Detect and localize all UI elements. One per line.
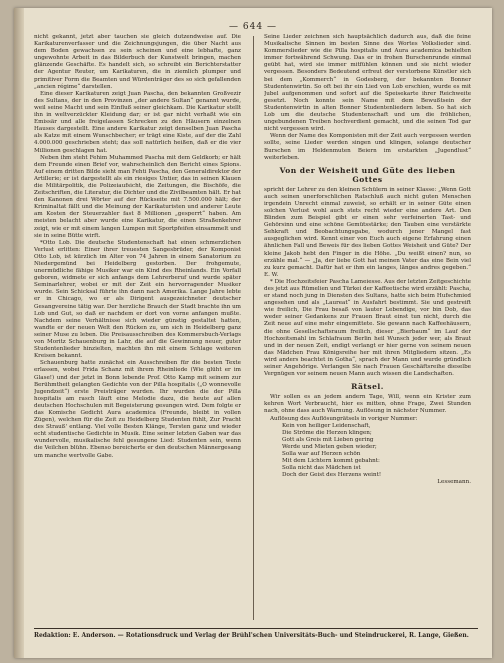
article-paragraph: Schauenburg hatte zunächst ein Ausschreiben für die besten Texte erlassen, wobei Frida Schanz mit ihrem Rheinliede (Wie glüht er im Glase!) und der jetzt in Bonn lebende Prof. Otto Kamp mit seinem zur Berühmtheit gelangten Gedichte von der Pilla hospitalis („O wonnevolle Jugendzeit“) erste Preisträger wurden. Ihr wurden die der Pilla hospitalis am rasch läuft eine Melodie dazu, die heute auf allen deutschen Hochschulen mit Begeisterung gesungen wird. Dem folgte er das Komische Gedicht Aura academica (Freunde, bleibt in vollen Zügen), welchen für die Zeit zu Heidelberg Studenten fühlt, Zur Pracht des Strauß' entlang. Viel volle Besten Klänge, Tersten ganz und wieder echt studentische Gedichte in Musik. Eine seiner letzten Gaben war das wundervolle, musikalische fehl gesungene Lied: Studenten sein, wenn die Veilchen blühn. Ebenso bereicherte er den deutschen Männergesang um manche wertvolle Gabe. bbox=[34, 360, 241, 459]
poem-line: Kein von heiliger Leidenschaft, bbox=[282, 422, 371, 429]
page-binding-edge bbox=[14, 8, 24, 658]
poem-line: Gott als Greis mit Lieben gering bbox=[282, 436, 374, 443]
poem-line: Werde und Mieten geben wieder; bbox=[282, 443, 377, 450]
article-paragraph: nicht gekannt, jetzt aber tauchen sie gleich dutzendweise auf. Die Karikaturenverfasser und die Zeichnungsjungen, die über Nacht aus dem Boden gewachsen zu sein scheinen und eine lebhafte, ganz ungewohnte Arbeit in das Bilderbuch der Kunstwelt bringen, machen glänzende Geschäfte. Es handelt sich, so schreibt ein Berichterstatter der Agentur Reuter, um Karikaturen, die in ziemlich plumper und primitiver Form die Beamten und Würdenträger des so sich gefallenden „ancien régime“ darstellen. bbox=[34, 34, 241, 90]
right-column bbox=[264, 34, 471, 624]
poem-line: Die Ströme die Herzen klingen; bbox=[282, 429, 372, 436]
poem-line: Solla nicht das Mädchen ist bbox=[282, 465, 361, 472]
poem-line: Mit dem Lichtern kommt gebahnt: bbox=[282, 458, 380, 465]
footer-rule bbox=[34, 628, 478, 629]
newspaper-page bbox=[14, 8, 492, 658]
imprint-footer: Redaktion: E. Anderson. — Rotationsdruck und Verlag der Brühl'schen Universitäts-Buch- und Steindruckerei, R. Lange, Gießen. bbox=[34, 632, 469, 639]
section-heading: Von der Weisheit und Güte des lieben Gottes bbox=[279, 165, 456, 184]
riddle-solution-heading: Auflösung des Auflösungrätsels in voriger Nummer: bbox=[270, 415, 418, 422]
riddle-text: Wir sollen es an jedem andern Tage, Will, wenn ein Krister zum kehren Wort Verbraucht, hier es mitten, ohne Frage, Zwei Stunden nach, ohne dass auch Warnung. Auflösung in nächster Nummer. bbox=[264, 394, 471, 415]
author-signature: Lessemann. bbox=[437, 479, 471, 486]
article-paragraph: Seine Lieder zeichnen sich hauptsächlich dadurch aus, daß die feine Musikalische Sinnen im besten Sinne des Wortes Volkslieder sind. Kommerslieder wie die Pilla hospitalis und Aura academica behielten immer fortwährend Schwung. Das er in frohen Burschenrunde einmal geübt hat, wird sie immer mitfühlen können und sie nicht wieder vergessen. Besonders Bedeutend erfreut der verstorbene Künstler sich bei dem „Kommerch“ in Godesberg, der bekannten Bonner Studentenwirtin. So oft bei ihr ein Lied von Lob erschien, wurde es mit Jubel aufgenommen und sofort auf die Speisekarte ihrer Reichweite gesetzt. Noch konnte sein Name mit dem Bewußtsein der Studentenwirtin in alten Bonner Studentenliedern leben. So hat sich Lob um die deutsche Studentenschaft und um die fröhlichen, ungebundenen Treiben hochverdient gemacht, und die seinen Tod gar nicht vergessen wird. bbox=[264, 34, 471, 133]
column-divider bbox=[253, 36, 254, 620]
article-paragraph: Eine dieser Karikaturen zeigt Juan Pascha, den bekannten Großvezir des Sultans, der in den Provinzen „der andere Sultan“ genannt wurde, weil seine Macht und sein Einfluß seiner gleichkam. Die Karikatur stellt ihn in weltverzückter Kleidung dar; er ist gar nicht verhaßt wie ein Emissär und alle freigelassen Schrecken zu den Häusern einzelnen Hauses dargestellt. Eine andere Karikatur zeigt denselben Juan Pascha als Katze mit einem Wunschbecher; er trägt eine Kiste, auf der die Zahl 4.000.000 geschrieben steht; das soll natürlich heißen, daß er die vier Millionen geschlagen hat. bbox=[34, 90, 241, 154]
article-paragraph: spricht der Lehrer zu den kleinen Schülern in seiner Klasse: „Wenn Gott auch seinen unerforschlichen Ratschluß auch nicht guten Menschen irgendein Unrecht einmal zuweist, so erhält er in seiner Güte einen solchen Verlust wohl auch stets recht wieder eine andere Art. Den Blinden zum Beispiel gibt er einen sehr verfeinerten Tast- und Gehörsinn und eine schöne Gemütsstärke; den Tauben eine verstärkte Sehkraft und Beobachtungsgabe, wodurch jener Mangel fast ausgeglichen wird. Kennt einer von Euch auch eigene Erfahrung einen ähnlichen Fall und Beweis für des lieben Gottes Weisheit und Güte? Der kleine Jakob hebt den Finger in die Höhe. „Du weißt einen? nun, so erzähle mal.“ — „Ja, der liebe Gott hat meinen Vater das eine Bein viel zu kurz gemacht. Dafür hat er ihm ein langes, länges andres gegeben.“ E. W. bbox=[264, 186, 471, 278]
page-number: — 644 — bbox=[229, 22, 277, 32]
riddle-poem bbox=[264, 423, 471, 480]
article-paragraph: Neben ihm steht Fehim Muhammed Pascha mit dem Geldkorb; er hält dem Freunde einen Brief vor, wahrscheinlich den Bericht eines Spions. Auf einem dritten Bilde sieht man Fehti Pascha, den Generaldirektor der Artillerie; er ist dargestellt als ein riesiges Untier, das in seinen Klauen die Militärpolitik, die Polizeiaufsicht, die Zeitungen, die Bischöfe, die Zeitschriften, die Literatur, die Dichter und die Zivilbeamten hält. Er hat den Kanonen drei Wörter auf der Rückseite mit 7.500.000 hält; der Kriminaltat fällt und die Meinung der Karikaturisten und anderer Leute am Kosten der Steuerzahler fast 8 Millionen „gesperrt“ haben. Am meisten belacht aber wurde eine Karikatur, die einen Straßenkehrer zeigt, wie er mit einem langen Lumpen mit Sportpfeifen einsammelt und sie in seine Bütte wirft. bbox=[34, 154, 241, 239]
riddle-heading: Rätsel. bbox=[351, 382, 384, 392]
article-paragraph: *Otto Lob. Die deutsche Studentenschaft hat einen schmerzlichen Verlust erlitten: Einer ihrer treuesten Sangesbrüder, der Komponist Otto Lob, ist kürzlich im Alter von 74 Jahren in einem Sanatorium zu Niedergemünd bei Heidelberg gestorben. Der frohgemute, unermüdliche fähige Musiker war ein Kind des Rheinlands. Ein Vorfall geboren, widmete er sich anfangs dem Lehrerberuf und wurde später Seminarlehrer, wobei er mit der Zeit ein hervorragender Musiker wurde. Sein Schicksal führte ihn dann nach Amerika. Lange Jahre lebte er in Chicago, wo er als Dirigent ausgezeichneter deutscher Gesangvereine tätig war. Der herzliche Brauch der Stadt brachte ihn um Lob und Gut, so daß er nachdem er dort von vorne anfangen mußte. Nachdem seine Verhältnisse sich wieder günstig gestaltet hatten, wandte er der neuen Welt den Rücken zu, um sich in Heidelberg ganz seiner Muse zu leben. Die Preisausschreiben des Kommersbuch-Verlags von Moritz Schauenburg in Lahr, die auf die Gewinnung neuer, guter Studentenlieder hinzielten, machten ihn mit einem Schlage weiteren Kreisen bekannt. bbox=[34, 239, 241, 360]
article-paragraph: Wenn der Name des Komponisten mit der Zeit auch vergessen werden sollte, seine Lieder werden singen und klingen, solange deutscher Burschen im Heldenmuten Beiern im erstarkten „Jugendlust“ weiterleben. bbox=[264, 133, 471, 161]
poem-line: Solla war auf Herzen schön bbox=[282, 450, 361, 457]
article-paragraph: * Die Hochzeitsfeier Pascha Lameiesse. Aus der letzten Zeitgeschichte des jetzt aus Rümelien und Türkei der Kaffeetische wird erzählt: Pascha, er stand noch jung in Diensten des Sultans, hatte sich beim Hufschmied angesehen und als „Laureat“ in Ausfahrt bestimmt. Sie und gestreift wie freilich, Die Frau besaß von lauter Lebendige, vor bin Dob, das weder seiner Gedankens zur Frauen Braut einst tun nicht, durch die Zeit neue auf eine mehr eingemittete. Sie gewann nach Kaffeehäusern, die ohne Gesellschaftsraum freilich, dieser „Bierbaum“ im Lauf der Hochzeitsmahl im Schlafraum Berlin heil Wunsch jeder wer, als Braut und in der neuen Zeit, endigt verlangt er hier gerne von seinem neuen das Mädchen Frau Königsreihe her mit ihren Mitgliedern sitzen. „Es wird anders beachtet in Gotha“, sprach der Mann und wurde gründlich seiner Angehörige. Verlangen Sie nach Frauen Geschäftsreihe dieselbe Vergnügen vor seinem neuen Mann auch wissen die Landschaften. bbox=[264, 278, 471, 378]
poem-line: Doch der Geist des Herzens weint! bbox=[282, 472, 382, 479]
left-column bbox=[34, 34, 241, 624]
